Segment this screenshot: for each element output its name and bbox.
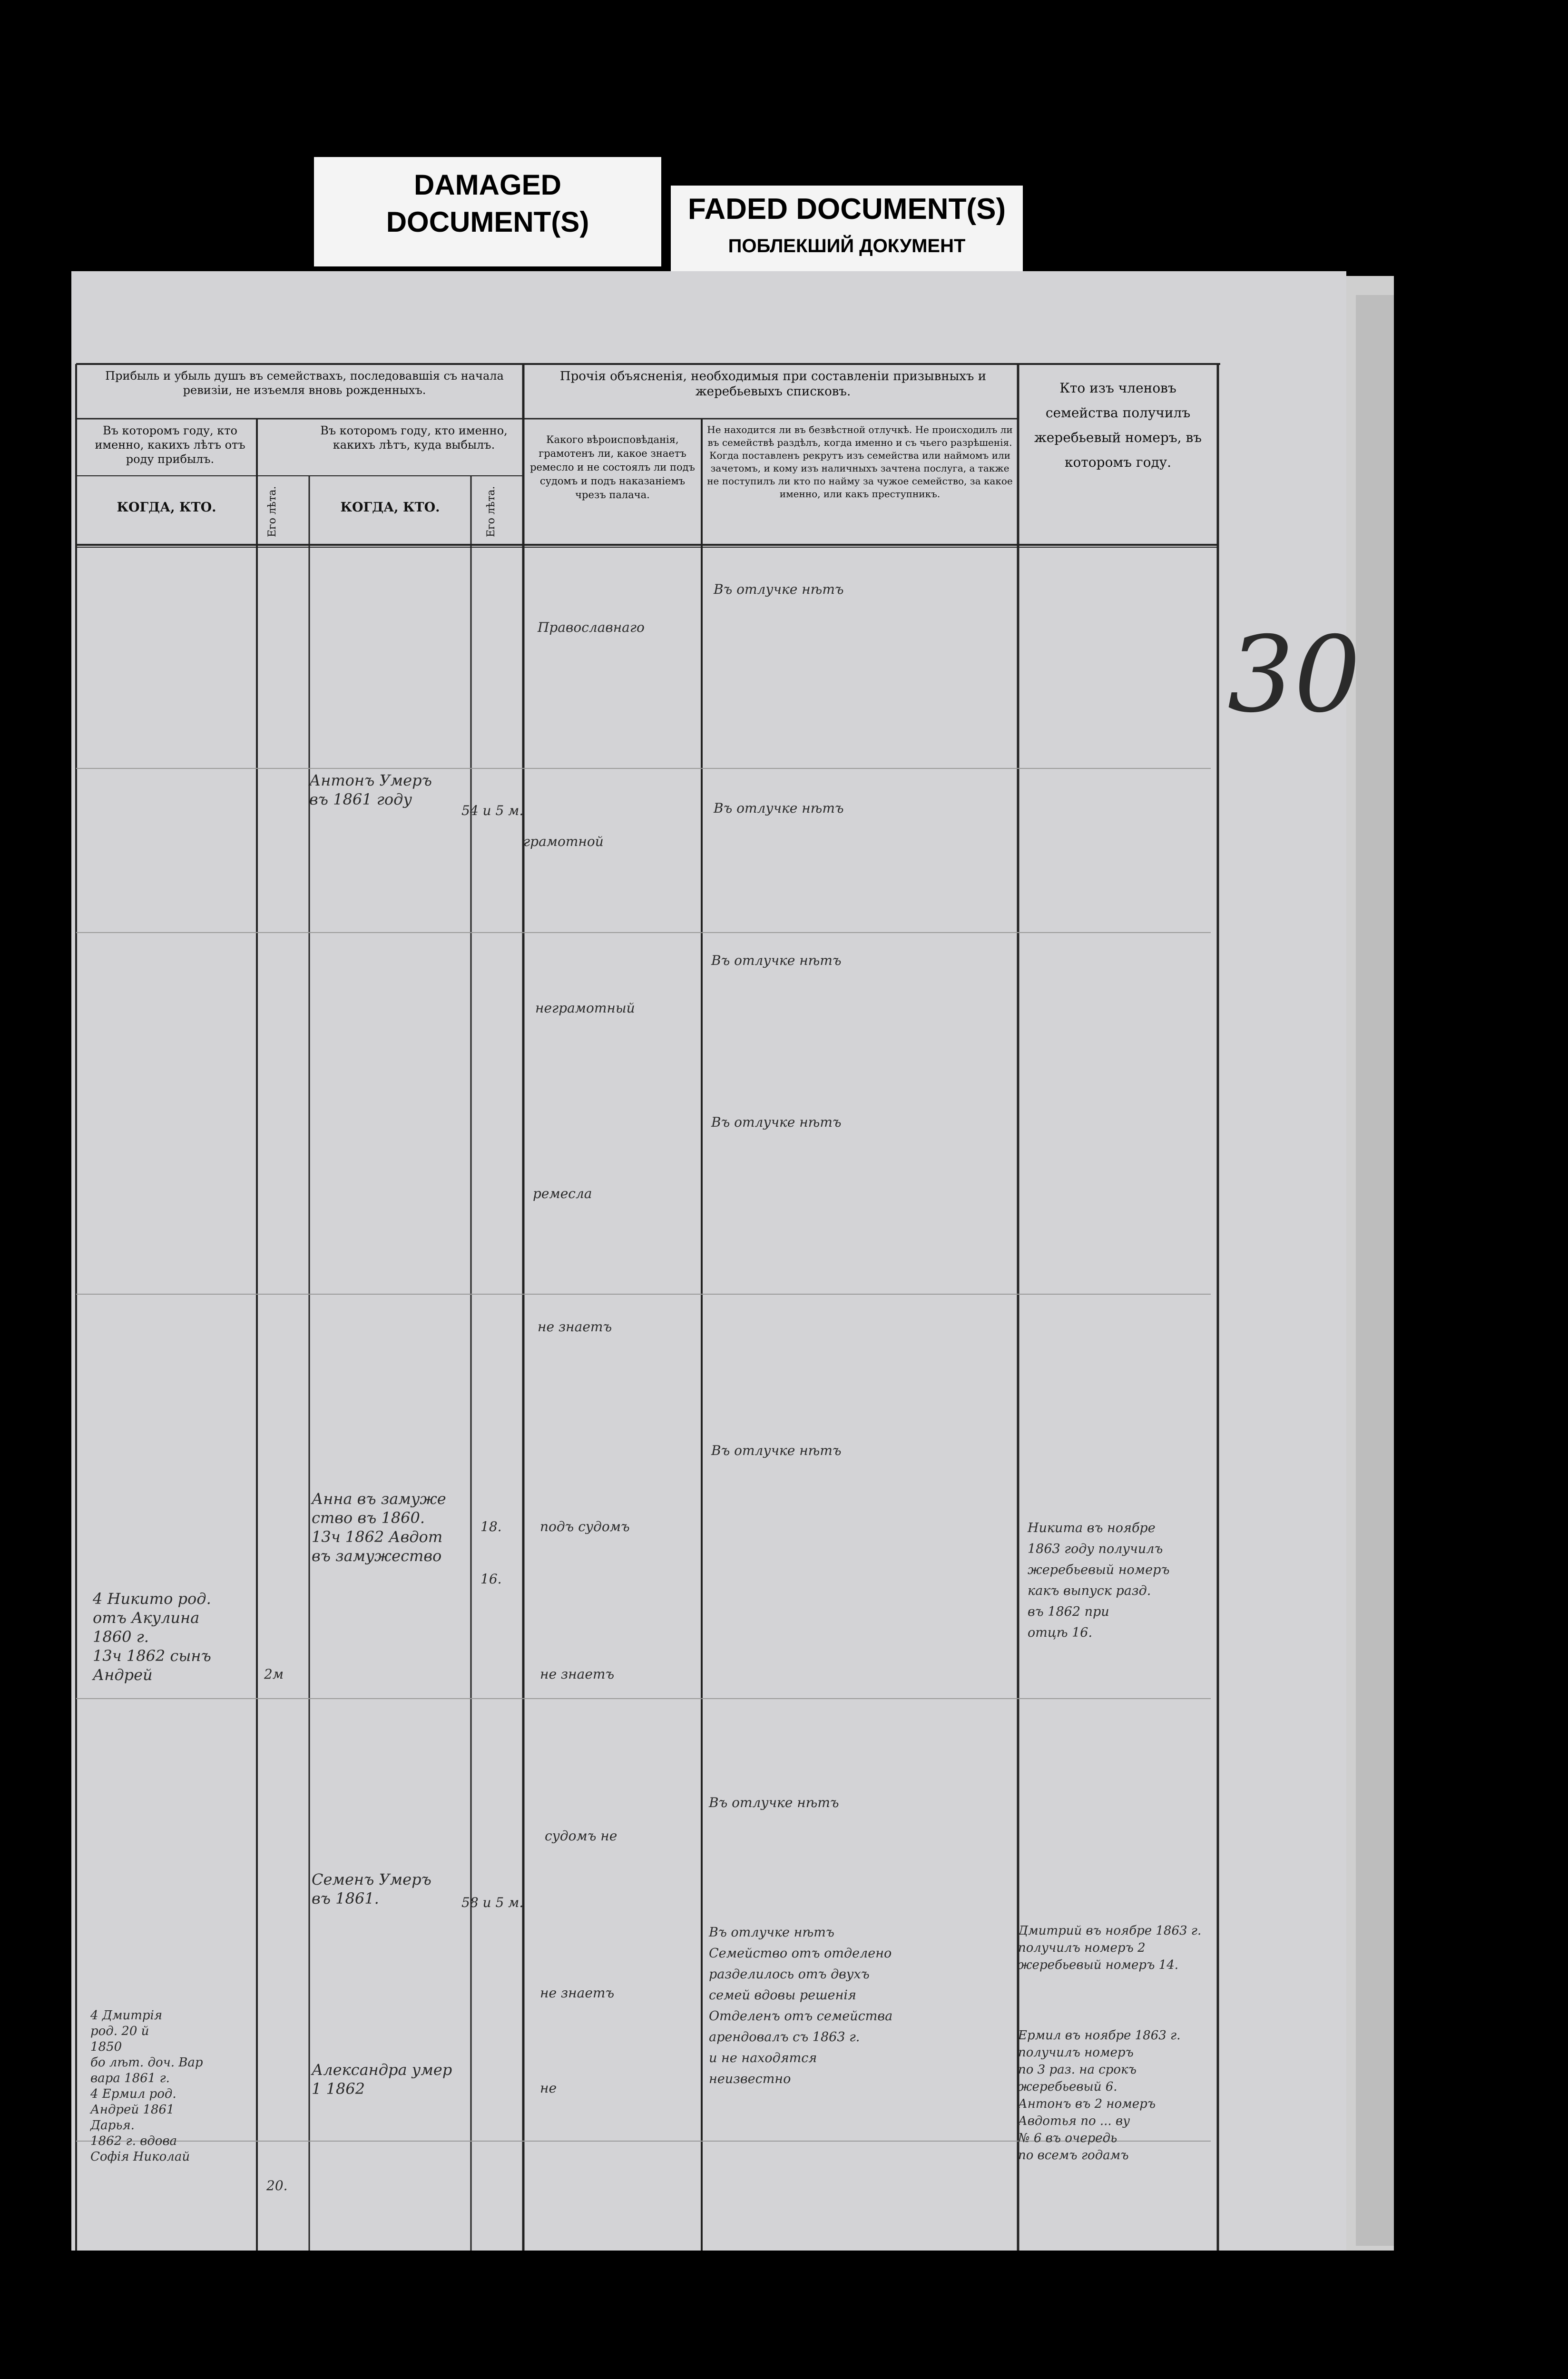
religion-entry-8: судомъ не: [545, 1828, 617, 1844]
header-departed-when-who: КОГДА, КТО.: [340, 500, 440, 515]
header-arrivals-departures: Прибыль и убыль душъ въ семействахъ, последовавшія съ начала ревизіи, не изъемля вновь рожденныхъ.: [105, 369, 504, 397]
header-other-explanations: Прочія объясненія, необходимыя при составленіи призывныхъ и жеребьевыхъ списковъ.: [559, 369, 987, 399]
header-religion-literacy: Какого вѣроисповѣданія, грамотенъ ли, какое знаетъ ремесло и не состоялъ ли подъ судомъ и подъ наказаніемъ чрезъ палача.: [530, 434, 695, 501]
faded-label-subtext: ПОБЛЕКШИЙ ДОКУМЕНТ: [728, 236, 966, 256]
arrived-entry-1-age: 2м: [264, 1666, 284, 1682]
religion-entry-10: не: [540, 2080, 557, 2096]
departed-entry-2-age-b: 16.: [480, 1571, 502, 1587]
departed-entry-3-age: 58 и 5 м.: [461, 1895, 524, 1910]
absence-entry-6: Въ отлучке нѣтъ: [709, 1795, 839, 1810]
header-arrived: Въ которомъ году, кто именно, какихъ лѣтъ отъ роду прибылъ.: [95, 424, 245, 466]
header-absence-recruits: Не находится ли въ безвѣстной отлучкѣ. Не происходилъ ли въ семействѣ раздѣлъ, когда именно и съ чьего разрѣшенія. Когда поставленъ рекрутъ изъ семейства или наймомъ или зачетомъ, и кому изъ наличныхъ зачтена послуга, а также не поступилъ ли кто по найму за чужое семейство, за какое именно, или какъ преступникъ.: [707, 424, 1013, 500]
header-arrived-when-who: КОГДА, КТО.: [117, 500, 216, 515]
religion-entry-3: неграмотный: [535, 1000, 635, 1016]
religion-entry-6: подъ судомъ: [540, 1519, 630, 1534]
absence-entry-7: Въ отлучке нѣтъ Семейство отъ отделено разделилось отъ двухъ семей вдовы решенiя Отделенъ отъ семейства арендовалъ съ 1863 г. и не находятся неизвестно: [709, 1925, 893, 2086]
absence-entry-1: Въ отлучке нѣтъ: [714, 581, 844, 597]
arrived-entry-2-age: 20.: [266, 2178, 288, 2193]
departed-entry-1: Антонъ Умеръ въ 1861 году: [309, 771, 432, 808]
damaged-document-label: [314, 157, 661, 266]
faded-document-label: [671, 186, 1023, 271]
religion-entry-9: не знаетъ: [540, 1985, 615, 2001]
departed-entry-2-age-a: 18.: [480, 1519, 502, 1534]
lot-entry-1: Никита въ ноябре 1863 году получилъ жеребьевый номеръ какъ выпуск разд. въ 1862 при отцѣ 16.: [1028, 1521, 1170, 1640]
absence-entry-2: Въ отлучке нѣтъ: [714, 800, 844, 816]
lot-entry-3: Ермил въ ноябре 1863 г. получилъ номеръ по 3 раз. на срокъ жеребьевый 6. Антонъ въ 2 номеръ Авдотья по ... ву № 6 въ очередь по всемъ годамъ: [1018, 2028, 1181, 2163]
departed-entry-3: Семенъ Умеръ въ 1861.: [312, 1870, 431, 1907]
religion-entry-1: Православнаго: [538, 619, 645, 635]
header-departed-age: Его лѣта.: [485, 486, 497, 537]
faded-label-text: FADED DOCUMENT(S): [687, 193, 1006, 226]
religion-entry-7: не знаетъ: [540, 1666, 615, 1682]
back-page-edge-2: [1356, 295, 1394, 2246]
arrived-entry-1: 4 Никито род. отъ Акулина 1860 г. 13ч 1862 сынъ Андрей: [93, 1590, 211, 1684]
absence-entry-4: Въ отлучке нѣтъ: [711, 1114, 842, 1130]
header-departed: Въ которомъ году, кто именно, какихъ лѣтъ, куда выбылъ.: [320, 424, 508, 452]
religion-entry-2: грамотной: [523, 834, 604, 849]
religion-entry-5: не знаетъ: [538, 1319, 612, 1335]
lot-entry-2: Дмитрий въ ноябре 1863 г. получилъ номеръ 2 жеребьевый номеръ 14.: [1018, 1924, 1202, 1972]
departed-entry-2: Анна въ замуже ство въ 1860. 13ч 1862 Авдот въ замужество: [312, 1490, 446, 1565]
absence-entry-5: Въ отлучке нѣтъ: [711, 1443, 842, 1458]
header-arrived-age: Его лѣта.: [266, 486, 278, 537]
religion-entry-4: ремесла: [533, 1186, 592, 1201]
page-number: 30: [1227, 614, 1361, 736]
header-lot-number: Кто изъ членовъ семейства получилъ жеребьевый номеръ, въ которомъ году.: [1034, 380, 1202, 470]
damaged-label-text: DAMAGED DOCUMENT(S): [386, 169, 589, 238]
departed-entry-1-age: 54 и 5 м.: [461, 803, 524, 818]
departed-entry-4: Александра умер 1 1862: [312, 2061, 452, 2098]
ledger-page: [71, 271, 1361, 2251]
absence-entry-3: Въ отлучке нѣтъ: [711, 953, 842, 968]
arrived-entry-2: 4 Дмитрiя род. 20 й 1850 бо лѣт. доч. Вар вара 1861 г. 4 Ермил род. Андрей 1861 Дарья. 1862 г. вдова Софiя Николай: [90, 2008, 203, 2164]
